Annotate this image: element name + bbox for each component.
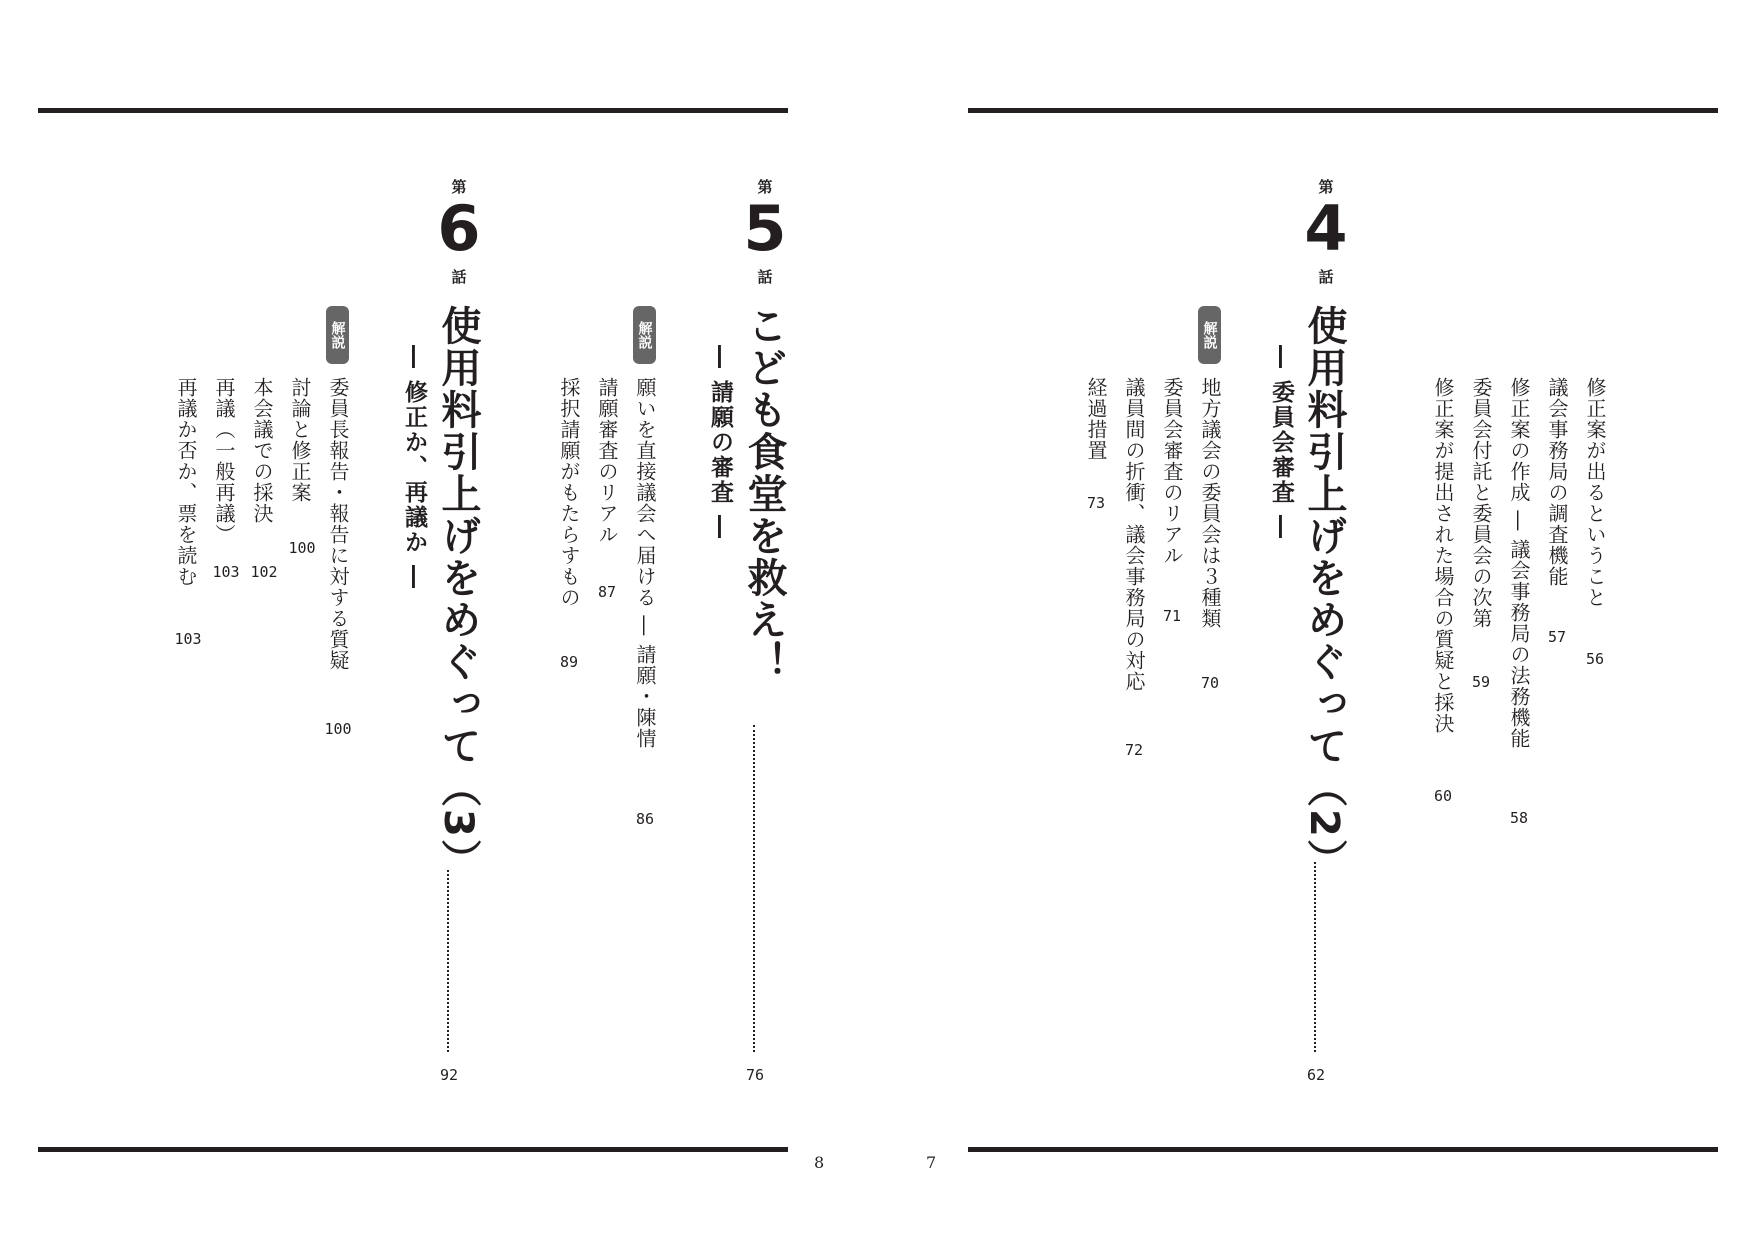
ch5-commentary-1-page: 86 (635, 810, 655, 828)
ch4-page: 62 (1306, 1066, 1326, 1084)
ch6-title[interactable]: 使用料引上げをめぐって（3） (435, 305, 481, 881)
ch5-leader (753, 725, 755, 1052)
ch6-commentary-3[interactable]: 本会議での採決 (250, 377, 274, 524)
ch6-commentary-5-page: 103 (174, 630, 202, 648)
ch6-page: 92 (439, 1066, 459, 1084)
ch6-commentary-5[interactable]: 再議か否か、票を読む (174, 377, 198, 587)
ch5-commentary-3[interactable]: 採択請願がもたらすもの (557, 377, 581, 608)
top-rule-right (968, 108, 1718, 113)
ch5-dai: 第 (757, 178, 773, 196)
ch4-dai: 第 (1318, 178, 1334, 196)
top-rule-left (38, 108, 788, 113)
ch5-subtitle: ― 請願の審査 ― (707, 345, 733, 541)
ch4-item-3[interactable]: 修正案の作成 ― 議会事務局の法務機能 (1507, 377, 1531, 749)
ch4-item-2-page: 57 (1547, 628, 1567, 646)
ch5-commentary-2[interactable]: 請願審査のリアル (595, 377, 619, 545)
ch4-item-1-page: 56 (1585, 650, 1605, 668)
ch5-number: 5 (743, 192, 787, 265)
ch5-commentary-2-page: 87 (597, 583, 617, 601)
ch6-leader (447, 870, 449, 1052)
ch4-commentary-4-page: 73 (1086, 494, 1106, 512)
ch5-title[interactable]: こども食堂を救え！ (741, 305, 787, 683)
ch6-commentary-1-page: 100 (324, 720, 352, 738)
ch5-wa: 話 (757, 268, 773, 286)
page-number-left: 8 (814, 1153, 825, 1172)
ch4-commentary-1[interactable]: 地方議会の委員会は３種類 (1198, 377, 1222, 629)
ch4-commentary-2[interactable]: 委員会審査のリアル (1160, 377, 1184, 566)
ch5-commentary-3-page: 89 (559, 653, 579, 671)
ch4-leader (1314, 862, 1316, 1052)
ch4-item-5-page: 60 (1433, 787, 1453, 805)
ch4-item-1[interactable]: 修正案が出るということ (1583, 377, 1607, 608)
ch4-commentary-1-page: 70 (1200, 674, 1220, 692)
page-number-right: 7 (926, 1153, 937, 1172)
ch5-commentary-badge: 解説 (633, 306, 656, 364)
ch6-commentary-2[interactable]: 討論と修正案 (288, 377, 312, 503)
ch4-number: 4 (1304, 192, 1348, 265)
ch4-subtitle: ― 委員会審査 ― (1268, 345, 1294, 541)
ch4-item-5[interactable]: 修正案が提出された場合の質疑と採決 (1431, 377, 1455, 734)
ch4-item-3-page: 58 (1509, 809, 1529, 827)
ch4-item-4[interactable]: 委員会付託と委員会の次第 (1469, 377, 1493, 629)
ch4-title[interactable]: 使用料引上げをめぐって（2） (1301, 305, 1347, 881)
ch6-number: 6 (437, 192, 481, 265)
ch6-commentary-2-page: 100 (288, 539, 316, 557)
ch4-commentary-3-page: 72 (1124, 741, 1144, 759)
ch6-commentary-badge: 解説 (326, 306, 349, 364)
bottom-rule-left (38, 1147, 788, 1152)
ch4-commentary-4[interactable]: 経過措置 (1084, 377, 1108, 461)
ch4-commentary-2-page: 71 (1162, 607, 1182, 625)
ch6-commentary-1[interactable]: 委員長報告・報告に対する質疑 (326, 377, 350, 671)
ch6-dai: 第 (451, 178, 467, 196)
ch6-subtitle: ― 修正か、再議か ― (401, 345, 427, 591)
ch5-commentary-1[interactable]: 願いを直接議会へ届ける ― 請願・陳情 (633, 377, 657, 749)
ch4-item-2[interactable]: 議会事務局の調査機能 (1545, 377, 1569, 587)
ch5-page: 76 (745, 1066, 765, 1084)
ch6-commentary-4-page: 103 (212, 563, 240, 581)
ch6-commentary-3-page: 102 (250, 563, 278, 581)
ch4-commentary-3[interactable]: 議員間の折衝、議会事務局の対応 (1122, 377, 1146, 692)
ch6-wa: 話 (451, 268, 467, 286)
ch4-commentary-badge: 解説 (1198, 306, 1221, 364)
ch4-wa: 話 (1318, 268, 1334, 286)
bottom-rule-right (968, 1147, 1718, 1152)
ch6-commentary-4[interactable]: 再議（一般再議） (212, 377, 236, 545)
ch4-item-4-page: 59 (1471, 673, 1491, 691)
